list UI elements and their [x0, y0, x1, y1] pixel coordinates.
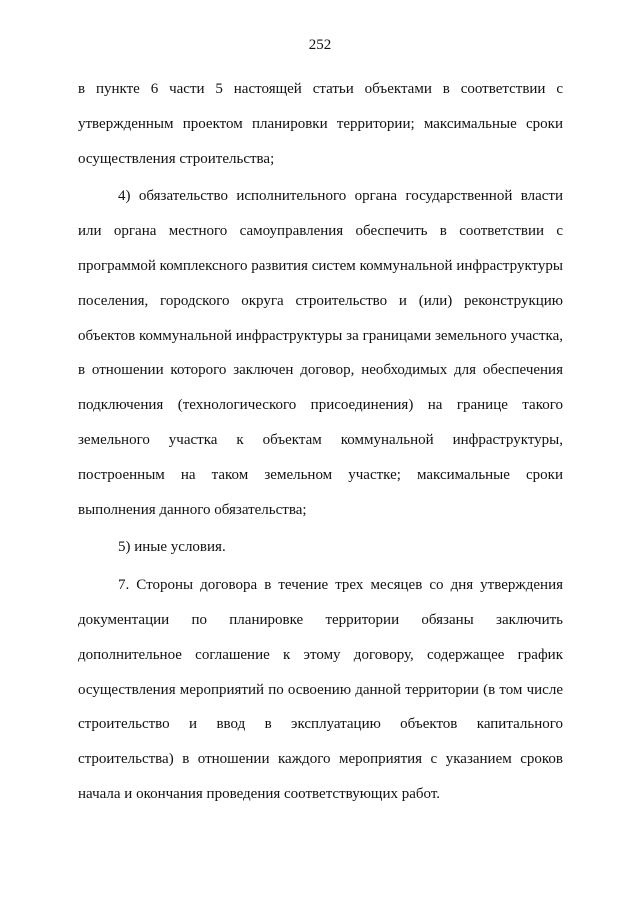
paragraph-item-4: 4) обязательство исполнительного органа государственной власти или органа местного самоуправления обеспечить в соответствии с программой комплексного развития систем коммунальной инфраструктуры поселения, городского округа строительство и (или) реконструкцию объектов коммунальной инфраструктуры за границами земельного участка, в отношении которого заключен договор, необходимых для обеспечения подключения (технологического присоединения) на границе такого земельного участка к объектам коммунальной инфраструктуры, построенным на таком земельном участке; максимальные сроки выполнения данного обязательства;: [78, 188, 563, 518]
paragraph-section-7: 7. Стороны договора в течение трех месяцев со дня утверждения документации по планировке территории обязаны заключить дополнительное соглашение к этому договору, содержащее график осуществления мероприятий по освоению данной территории (в том числе строительство и ввод в эксплуатацию объектов капитального строительства) в отношении каждого мероприятия с указанием сроков начала и окончания проведения соответствующих работ.: [78, 577, 563, 802]
paragraph-item-5: 5) иные условия.: [118, 539, 226, 556]
paragraph-continuation: в пункте 6 части 5 настоящей статьи объектами в соответствии с утвержденным проектом планировки территории; максимальные сроки осуществления строительства;: [78, 81, 563, 167]
document-body: [78, 72, 563, 812]
page-number: 252: [308, 37, 332, 53]
